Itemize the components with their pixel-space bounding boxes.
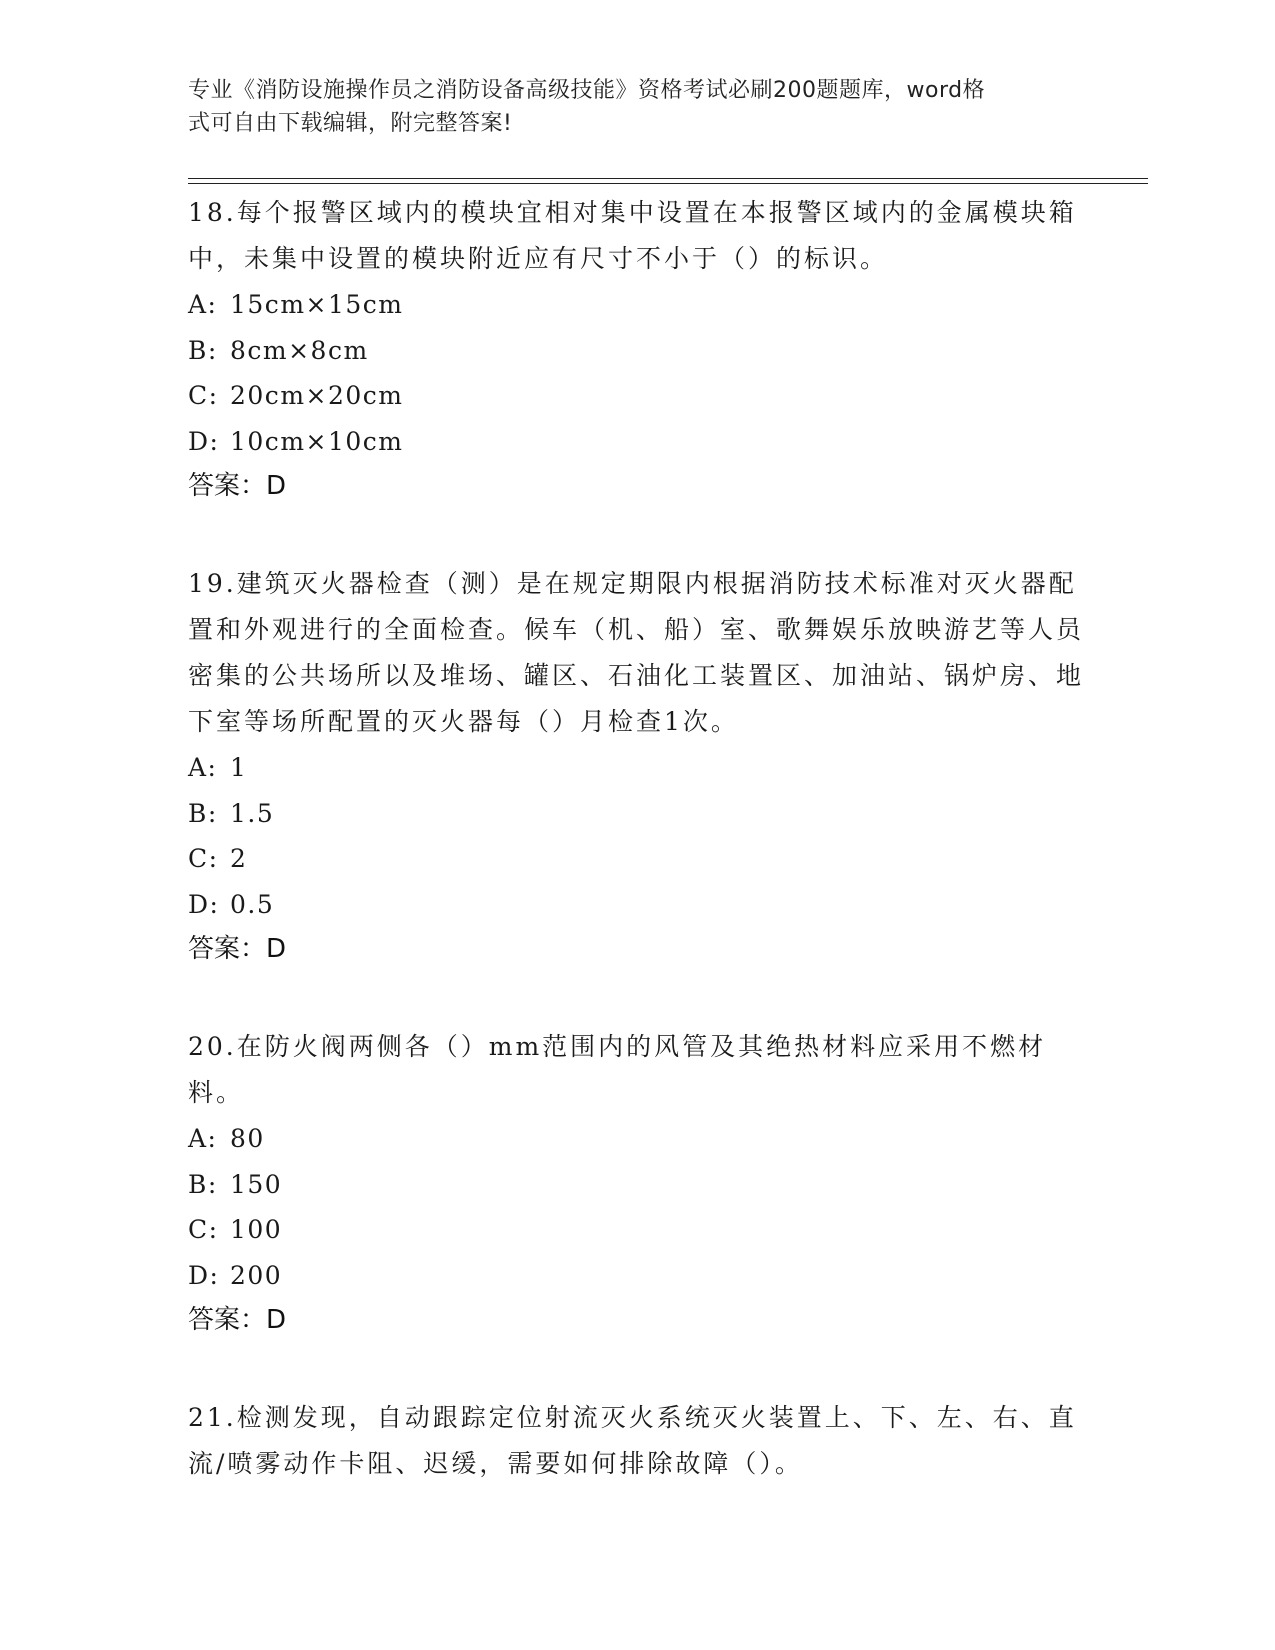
question-text: 21.检测发现，自动跟踪定位射流灭火系统灭火装置上、下、左、右、直流/喷雾动作卡阻、迟缓，需要如何排除故障（）。 xyxy=(188,1403,1077,1478)
option-letter: D: xyxy=(188,889,220,919)
option-a xyxy=(188,1116,1088,1162)
option-text: 0.5 xyxy=(230,889,275,919)
question-21 xyxy=(188,1395,1088,1487)
option-text: 80 xyxy=(230,1124,265,1153)
question-text: 20.在防火阀两侧各（）mm范围内的风管及其绝热材料应采用不燃材料。 xyxy=(188,1032,1047,1107)
option-letter: D: xyxy=(188,426,220,456)
option-a xyxy=(188,745,1088,791)
option-text: 20cm×20cm xyxy=(230,381,404,410)
option-b xyxy=(188,1162,1088,1208)
question-20 xyxy=(188,1024,1088,1342)
option-b xyxy=(188,791,1088,837)
option-letter: C: xyxy=(188,1215,219,1244)
option-text: 8cm×8cm xyxy=(230,335,369,365)
document-header xyxy=(188,74,1078,140)
header-divider-top xyxy=(188,178,1148,179)
question-text: 18.每个报警区域内的模块宜相对集中设置在本报警区域内的金属模块箱中，未集中设置的模块附近应有尺寸不小于（）的标识。 xyxy=(188,198,1077,273)
option-letter: D: xyxy=(188,1260,220,1290)
option-text: 1.5 xyxy=(230,798,275,828)
option-text: 10cm×10cm xyxy=(230,426,404,456)
option-d xyxy=(188,419,1088,465)
answer-text: 答案：D xyxy=(188,934,287,964)
answer-text: 答案：D xyxy=(188,471,287,501)
option-text: 2 xyxy=(230,844,248,873)
option-text: 100 xyxy=(230,1215,283,1244)
option-d xyxy=(188,882,1088,928)
question-text: 19.建筑灭火器检查（测）是在规定期限内根据消防技术标准对灭火器配置和外观进行的全面检查。候车（机、船）室、歌舞娱乐放映游艺等人员密集的公共场所以及堆场、罐区、石油化工装置区、加油站、锅炉房、地下室等场所配置的灭火器每（）月检查1次。 xyxy=(188,569,1085,736)
answer-text: 答案：D xyxy=(188,1305,287,1335)
question-18 xyxy=(188,190,1088,508)
header-line-2: 式可自由下载编辑，附完整答案! xyxy=(188,111,513,136)
option-letter: B: xyxy=(188,798,218,828)
option-letter: A: xyxy=(188,753,218,782)
header-divider-bottom xyxy=(188,183,1148,184)
option-letter: A: xyxy=(188,290,218,319)
option-b xyxy=(188,328,1088,374)
option-c xyxy=(188,373,1088,419)
option-text: 200 xyxy=(230,1260,283,1290)
question-list xyxy=(188,190,1088,1540)
option-a xyxy=(188,282,1088,328)
option-text: 1 xyxy=(230,753,248,782)
option-letter: C: xyxy=(188,844,219,873)
option-letter: B: xyxy=(188,335,218,365)
option-c xyxy=(188,1207,1088,1253)
option-letter: B: xyxy=(188,1169,218,1199)
option-text: 15cm×15cm xyxy=(230,290,404,319)
option-text: 150 xyxy=(230,1169,283,1199)
question-19 xyxy=(188,561,1088,971)
header-line-1: 专业《消防设施操作员之消防设备高级技能》资格考试必刷200题题库，word格 xyxy=(188,78,986,103)
option-c xyxy=(188,836,1088,882)
option-letter: A: xyxy=(188,1124,218,1153)
option-d xyxy=(188,1253,1088,1299)
option-letter: C: xyxy=(188,381,219,410)
